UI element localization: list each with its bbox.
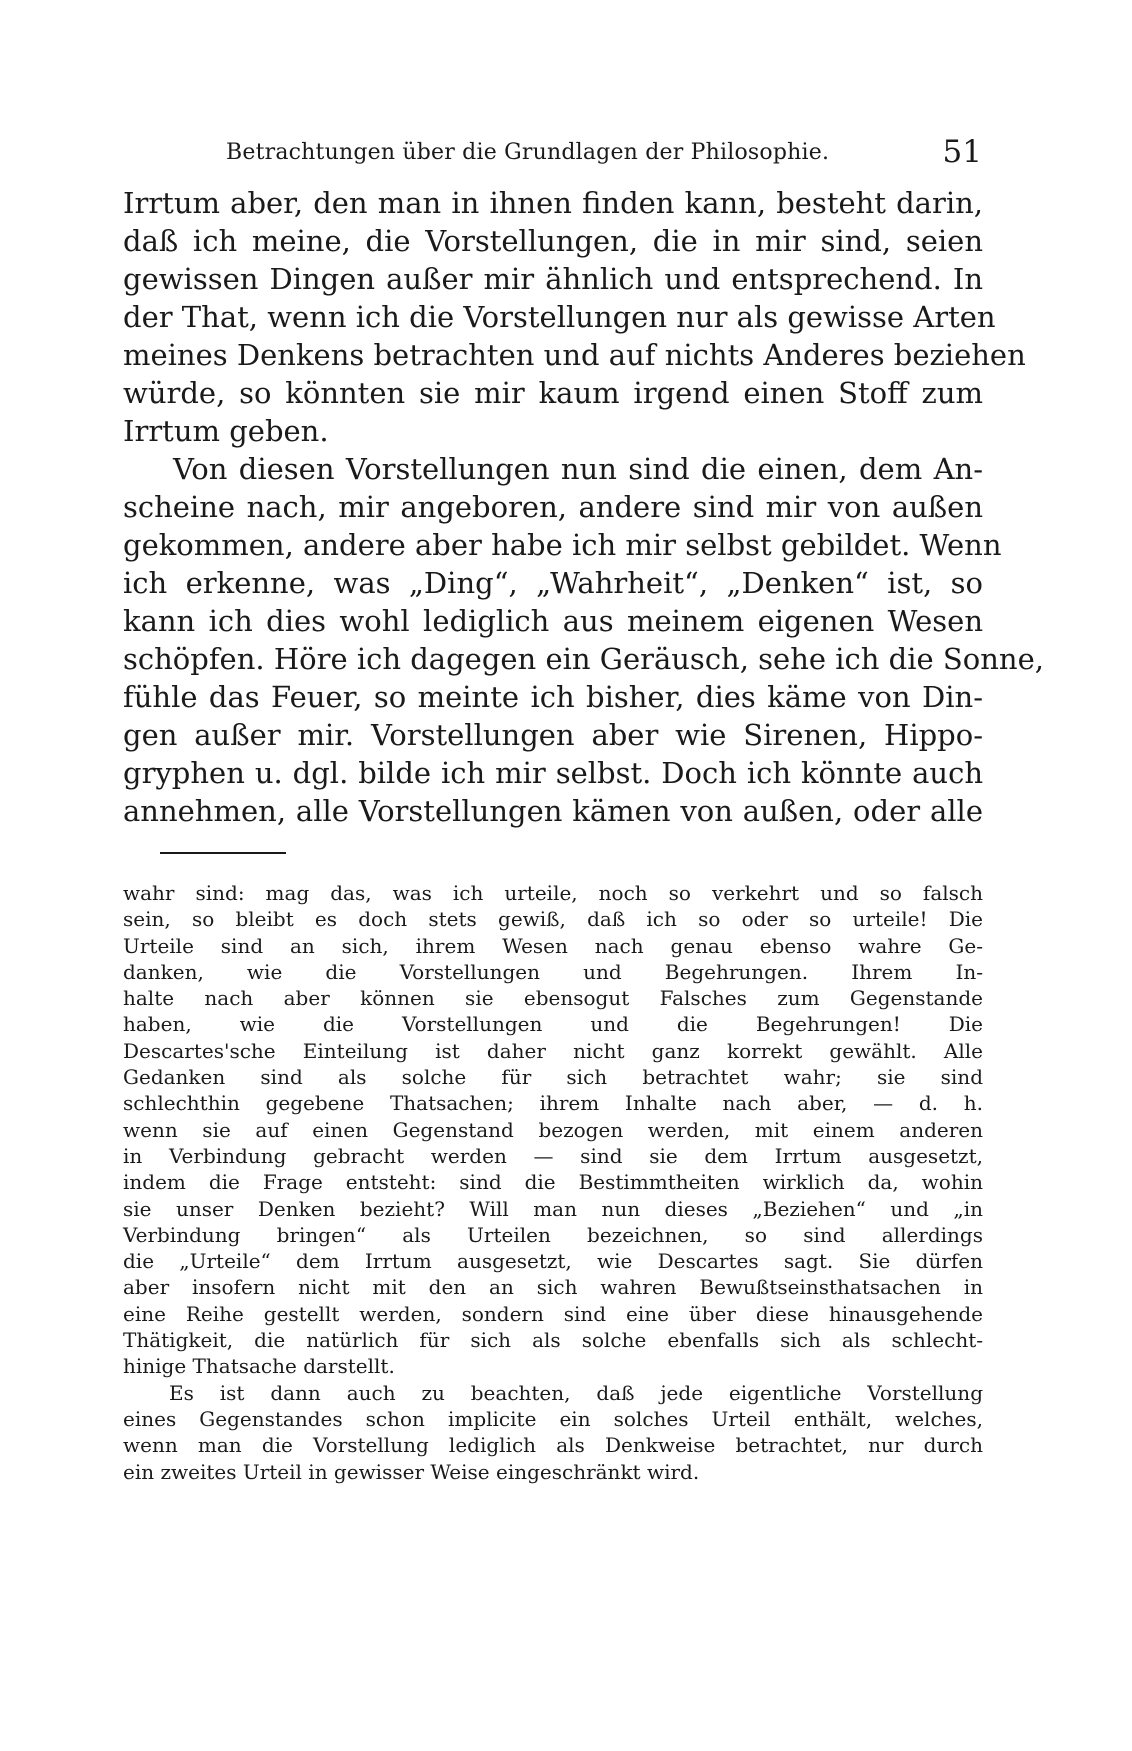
footnote-line: ein zweites Urteil in gewisser Weise eingeschränkt wird. — [123, 1459, 700, 1484]
footnote-line: wahr sind: mag das, was ich urteile, noch so verkehrt und so falsch — [123, 881, 983, 905]
page-header — [226, 134, 982, 174]
footnote-line: in Verbindung gebracht werden — sind sie dem Irrtum ausgesetzt, — [123, 1143, 983, 1168]
footnote-line: eines Gegenstandes schon implicite ein solches Urteil enthält, welches, — [123, 1406, 983, 1431]
footnote-line: eine Reihe gestellt werden, sondern sind eine über diese hinausgehende — [123, 1301, 983, 1326]
footnote-line: hinige Thatsache darstellt. — [123, 1354, 395, 1379]
text-line: ich erkenne, was „Ding“, „Wahrheit“, „Denken“ ist, so — [123, 566, 983, 600]
footnote-line: halte nach aber können sie ebensogut Falsches zum Gegenstande — [123, 986, 983, 1011]
text-line: annehmen, alle Vorstellungen kämen von außen, oder alle — [123, 794, 983, 828]
text-line: gewissen Dingen außer mir ähnlich und entsprechend. In — [123, 262, 983, 296]
page-number: 51 — [942, 134, 982, 170]
text-line: daß ich meine, die Vorstellungen, die in mir sind, seien — [123, 224, 983, 258]
footnote-line: Descartes'sche Einteilung ist daher nicht ganz korrekt gewählt. Alle — [123, 1038, 983, 1063]
footnote-line: wenn man die Vorstellung lediglich als Denkweise betrachtet, nur durch — [123, 1433, 983, 1458]
text-line: scheine nach, mir angeboren, andere sind mir von außen — [123, 490, 983, 524]
footnote-line: schlechthin gegebene Thatsachen; ihrem Inhalte nach aber, — d. h. — [123, 1091, 983, 1116]
footnote-line: sie unser Denken bezieht? Will man nun dieses „Beziehen“ und „in — [123, 1196, 983, 1221]
footnote-line: haben, wie die Vorstellungen und die Begehrungen! Die — [123, 1012, 983, 1037]
text-line: meines Denkens betrachten und auf nichts Anderes beziehen — [123, 338, 1026, 372]
footnote-line: Thätigkeit, die natürlich für sich als solche ebenfalls sich als schlecht- — [123, 1328, 983, 1353]
main-text — [123, 184, 1044, 830]
footnote-rule — [160, 852, 286, 854]
footnote-line: danken, wie die Vorstellungen und Begehrungen. Ihrem In- — [123, 959, 983, 984]
footnote-line: Es ist dann auch zu beachten, daß jede eigentliche Vorstellung — [169, 1380, 983, 1405]
footnote-line: die „Urteile“ dem Irrtum ausgesetzt, wie Descartes sagt. Sie dürfen — [123, 1249, 983, 1274]
text-line: würde, so könnten sie mir kaum irgend einen Stoff zum — [123, 376, 983, 410]
footnote-line: aber insofern nicht mit den an sich wahren Bewußtseinsthatsachen in — [123, 1275, 983, 1300]
text-line: gen außer mir. Vorstellungen aber wie Sirenen, Hippo- — [123, 718, 983, 752]
footnote-line: indem die Frage entsteht: sind die Bestimmtheiten wirklich da, wohin — [123, 1170, 983, 1195]
text-line: Irrtum geben. — [123, 414, 329, 448]
footnote-line: Verbindung bringen“ als Urteilen bezeichnen, so sind allerdings — [123, 1222, 983, 1247]
text-line: gekommen, andere aber habe ich mir selbst gebildet. Wenn — [123, 528, 1002, 562]
footnote — [123, 880, 983, 1485]
footnote-line: Urteile sind an sich, ihrem Wesen nach genau ebenso wahre Ge- — [123, 933, 983, 958]
text-line: gryphen u. dgl. bilde ich mir selbst. Doch ich könnte auch — [123, 756, 983, 790]
footnote-line: sein, so bleibt es doch stets gewiß, daß ich so oder so urteile! Die — [123, 907, 983, 932]
text-line: Irrtum aber, den man in ihnen finden kann, besteht darin, — [123, 186, 983, 220]
text-line: schöpfen. Höre ich dagegen ein Geräusch, sehe ich die Sonne, — [123, 642, 1044, 676]
running-head: Betrachtungen über die Grundlagen der Philosophie. — [226, 140, 830, 165]
text-line: der That, wenn ich die Vorstellungen nur als gewisse Arten — [123, 300, 996, 334]
text-line: Von diesen Vorstellungen nun sind die einen, dem An- — [173, 452, 983, 486]
footnote-line: wenn sie auf einen Gegenstand bezogen werden, mit einem anderen — [123, 1117, 983, 1142]
footnote-line: Gedanken sind als solche für sich betrachtet wahr; sie sind — [123, 1065, 983, 1090]
text-line: fühle das Feuer, so meinte ich bisher, dies käme von Din- — [123, 680, 983, 714]
text-line: kann ich dies wohl lediglich aus meinem eigenen Wesen — [123, 604, 983, 638]
